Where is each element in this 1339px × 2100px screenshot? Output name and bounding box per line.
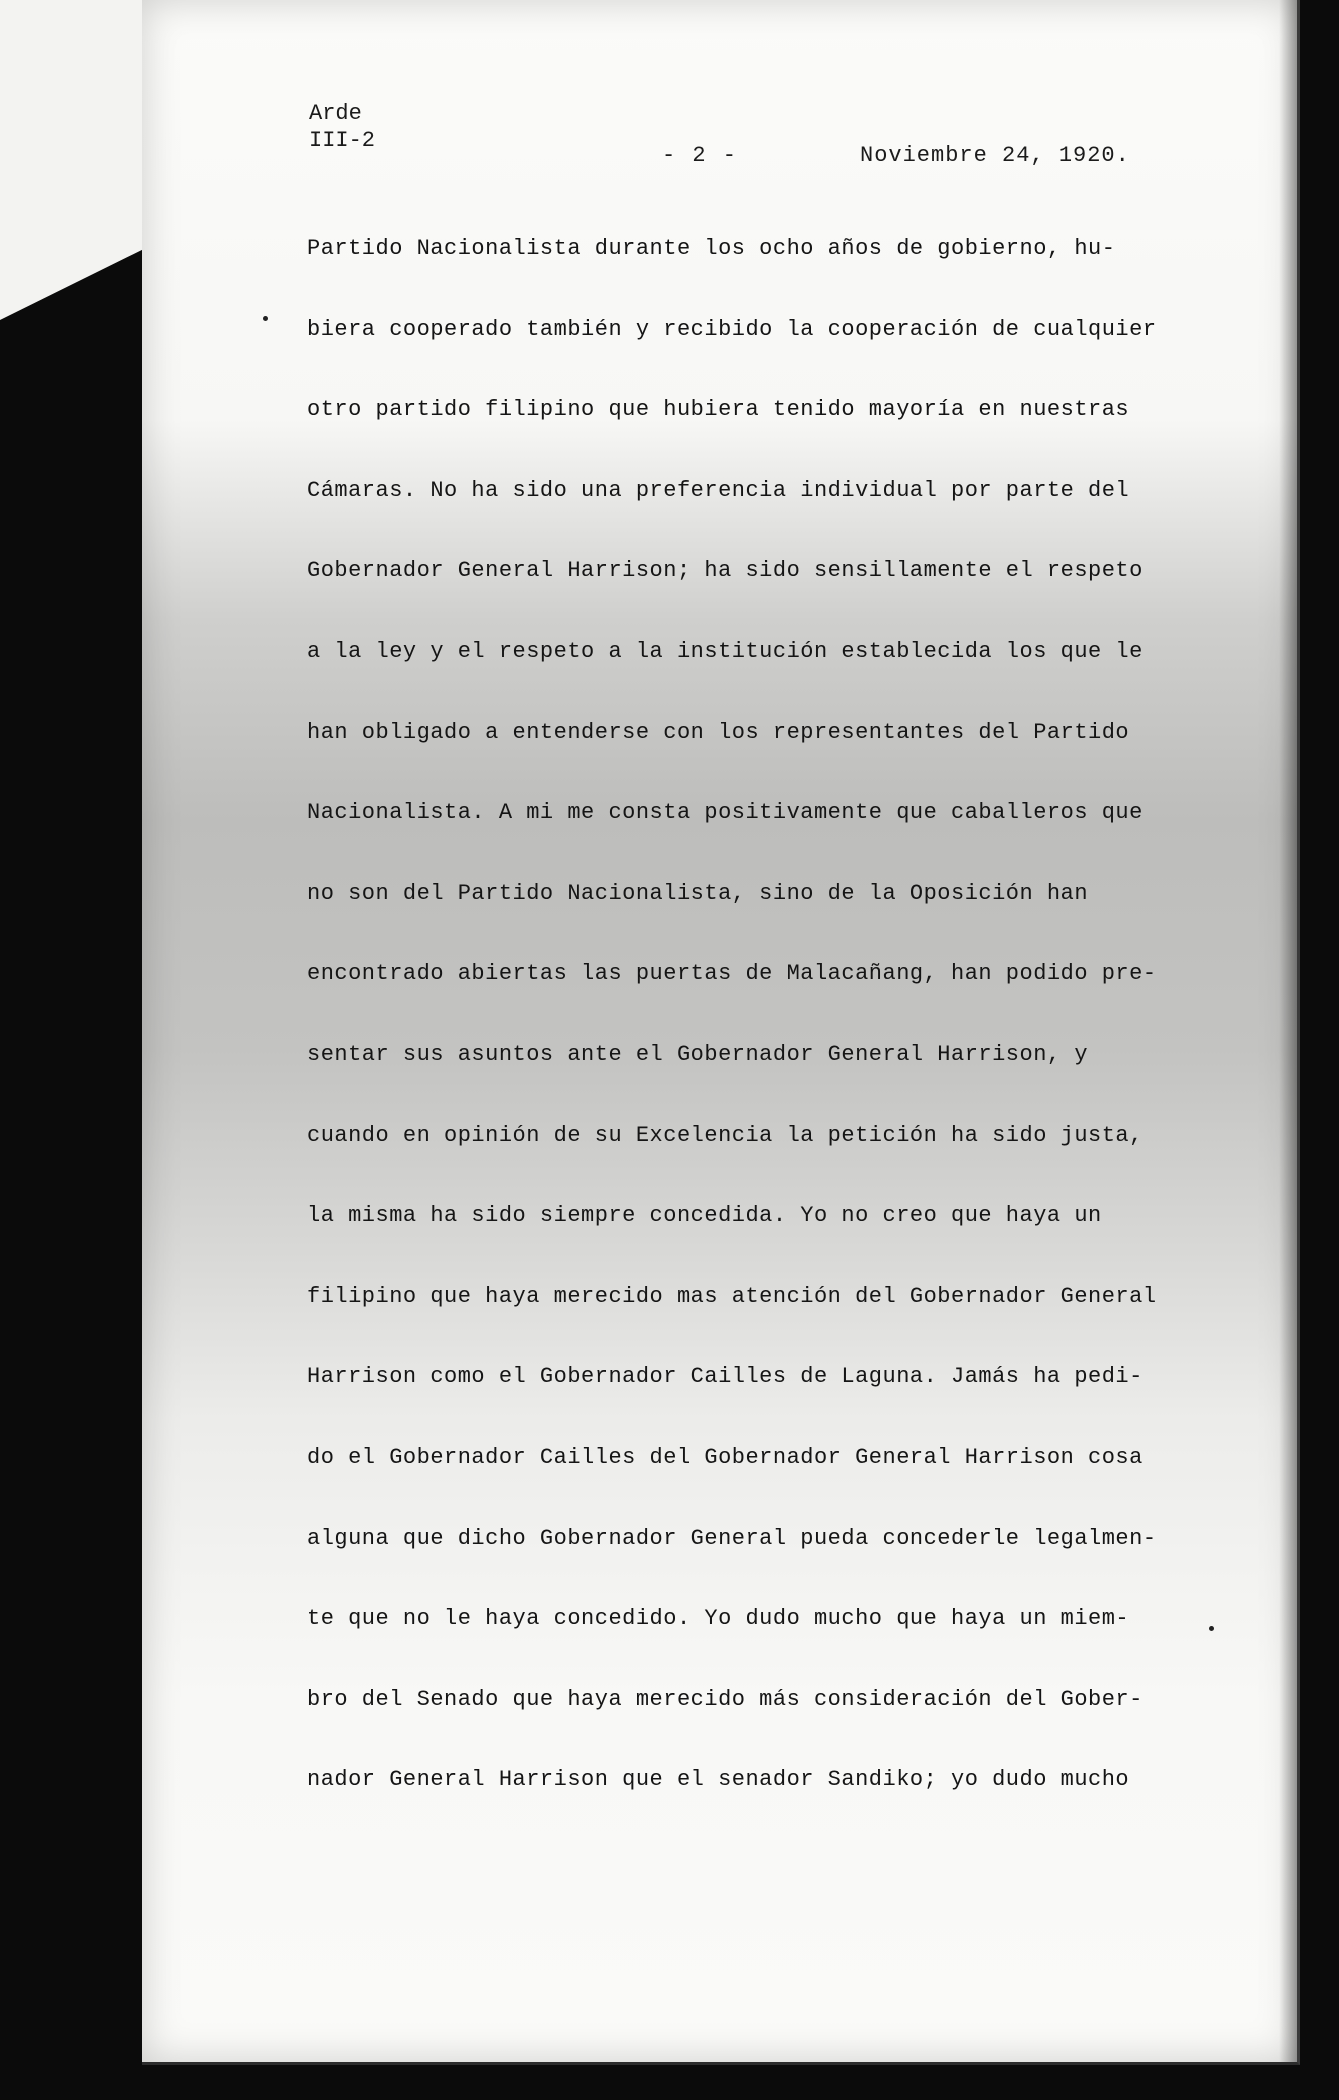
file-code — [309, 100, 375, 154]
document-date: Noviembre 24, 1920. — [860, 143, 1130, 168]
text-line: filipino que haya merecido mas atención del Gobernador General — [307, 1283, 1157, 1309]
text-line: Harrison como el Gobernador Cailles de Laguna. Jamás ha pedi- — [307, 1364, 1143, 1390]
text-line: sentar sus asuntos ante el Gobernador General Harrison, y — [307, 1041, 1089, 1067]
text-line: te que no le haya concedido. Yo dudo mucho que haya un miem- — [307, 1606, 1130, 1632]
text-line: biera cooperado también y recibido la cooperación de cualquier — [307, 316, 1157, 342]
text-line: no son del Partido Nacionalista, sino de la Oposición han — [307, 880, 1089, 906]
text-line: cuando en opinión de su Excelencia la petición ha sido justa, — [307, 1122, 1143, 1148]
margin-speck — [1209, 1626, 1214, 1631]
page-number: - 2 - — [662, 143, 739, 168]
text-line: Nacionalista. A mi me consta positivamente que caballeros que — [307, 800, 1143, 826]
text-line: nador General Harrison que el senador Sandiko; yo dudo mucho — [307, 1767, 1130, 1793]
file-code-line-1: Arde — [309, 101, 362, 126]
file-code-line-2: III-2 — [309, 128, 376, 153]
text-line: encontrado abiertas las puertas de Malacañang, han podido pre- — [307, 961, 1157, 987]
text-line: a la ley y el respeto a la institución establecida los que le — [307, 638, 1143, 664]
text-line: Cámaras. No ha sido una preferencia individual por parte del — [307, 477, 1130, 503]
text-line: Gobernador General Harrison; ha sido sensillamente el respeto — [307, 558, 1143, 584]
page-header — [309, 100, 1159, 170]
text-line: otro partido filipino que hubiera tenido mayoría en nuestras — [307, 397, 1130, 423]
text-line: bro del Senado que haya merecido más consideración del Gober- — [307, 1686, 1143, 1712]
text-line: do el Gobernador Cailles del Gobernador General Harrison cosa — [307, 1444, 1143, 1470]
text-line: han obligado a entenderse con los representantes del Partido — [307, 719, 1130, 745]
text-line: Partido Nacionalista durante los ocho años de gobierno, hu- — [307, 236, 1116, 261]
body-text — [307, 229, 1187, 1841]
text-line: la misma ha sido siempre concedida. Yo no creo que haya un — [307, 1203, 1102, 1229]
margin-speck — [263, 316, 268, 321]
text-line: alguna que dicho Gobernador General pueda concederle legalmen- — [307, 1525, 1157, 1551]
